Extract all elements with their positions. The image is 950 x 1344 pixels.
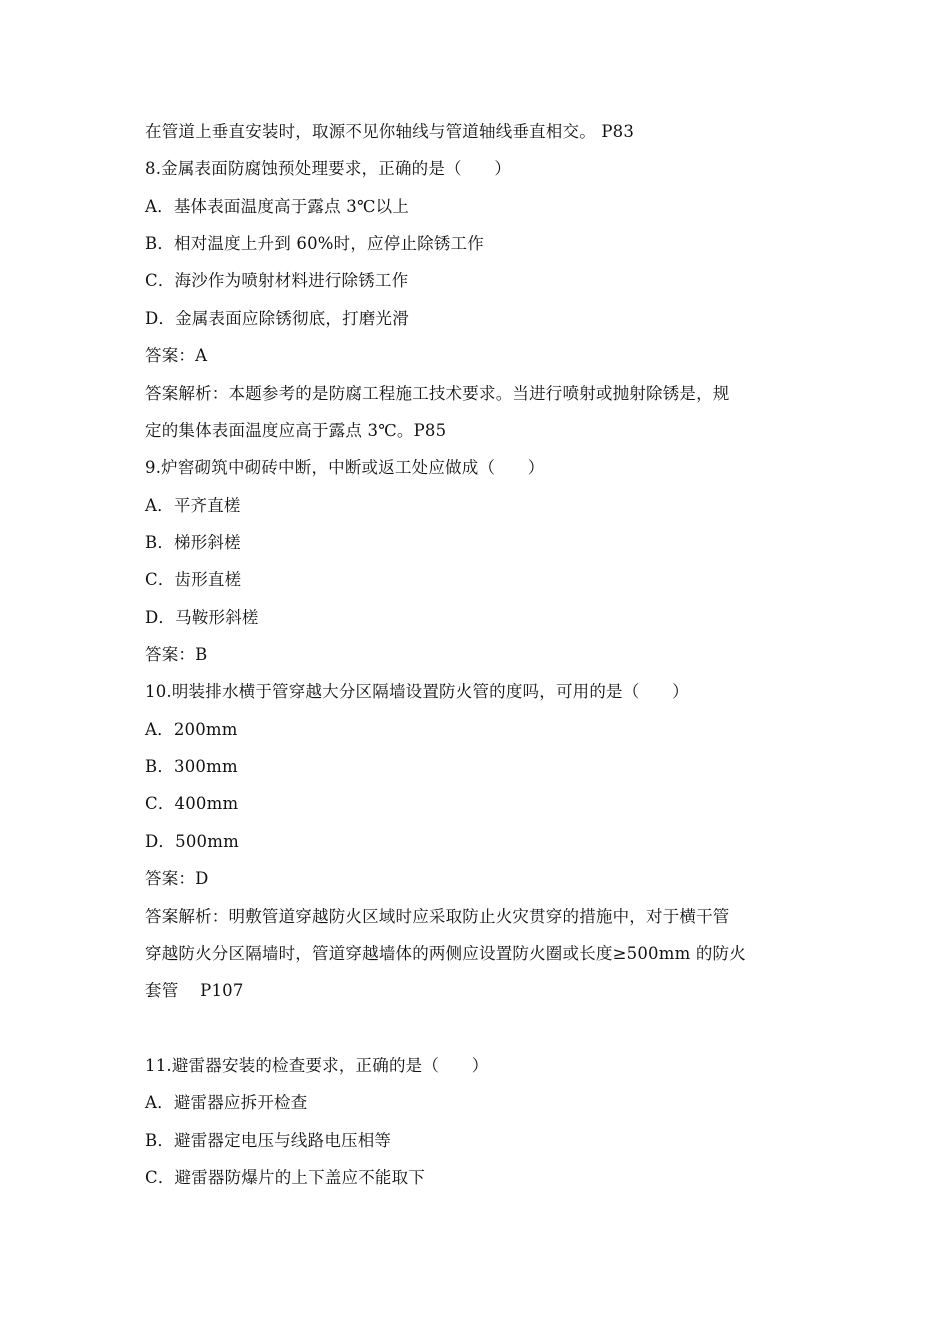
answer-explanation-cont: 穿越防火分区隔墙时，管道穿越墙体的两侧应设置防火圈或长度≥500mm 的防火 [145,944,746,963]
answer: 答案：A [145,346,208,365]
option-a: A．避雷器应拆开检查 [145,1093,308,1112]
question-8: 8.金属表面防腐蚀预处理要求，正确的是（ ） [145,159,512,178]
answer-explanation-cont: 定的集体表面温度应高于露点 3℃。P85 [145,421,447,440]
question-10: 10.明装排水横于管穿越大分区隔墙设置防火管的度吗，可用的是（ ） [145,682,689,701]
option-b: B．避雷器定电压与线路电压相等 [145,1131,392,1150]
option-d: D．马鞍形斜槎 [145,608,259,627]
answer: 答案：B [145,645,208,664]
text-line: 在管道上垂直安装时，取源不见你轴线与管道轴线垂直相交。 P83 [145,122,635,141]
option-b: B．梯形斜槎 [145,533,241,552]
option-b: B．300mm [145,757,238,776]
answer-explanation-cont: 套管 P107 [145,981,244,1000]
option-c: C．海沙作为喷射材料进行除锈工作 [145,271,409,290]
option-d: D．500mm [145,832,239,851]
answer: 答案：D [145,869,209,888]
answer-explanation: 答案解析：本题参考的是防腐工程施工技术要求。当进行喷射或抛射除锈是，规 [145,384,730,403]
question-9: 9.炉窖砌筑中砌砖中断，中断或返工处应做成（ ） [145,458,545,477]
option-b: B．相对温度上升到 60%时，应停止除锈工作 [145,234,484,253]
option-d: D．金属表面应除锈彻底，打磨光滑 [145,309,409,328]
option-c: C．400mm [145,794,239,813]
option-c: C．避雷器防爆片的上下盖应不能取下 [145,1168,426,1187]
answer-explanation: 答案解析：明敷管道穿越防火区域时应采取防止火灾贯穿的措施中，对于横干管 [145,907,730,926]
option-c: C．齿形直槎 [145,570,242,589]
question-11: 11.避雷器安装的检查要求，正确的是（ ） [145,1056,489,1075]
option-a: A．基体表面温度高于露点 3℃以上 [145,197,410,216]
option-a: A．200mm [145,720,238,739]
option-a: A．平齐直槎 [145,496,241,515]
